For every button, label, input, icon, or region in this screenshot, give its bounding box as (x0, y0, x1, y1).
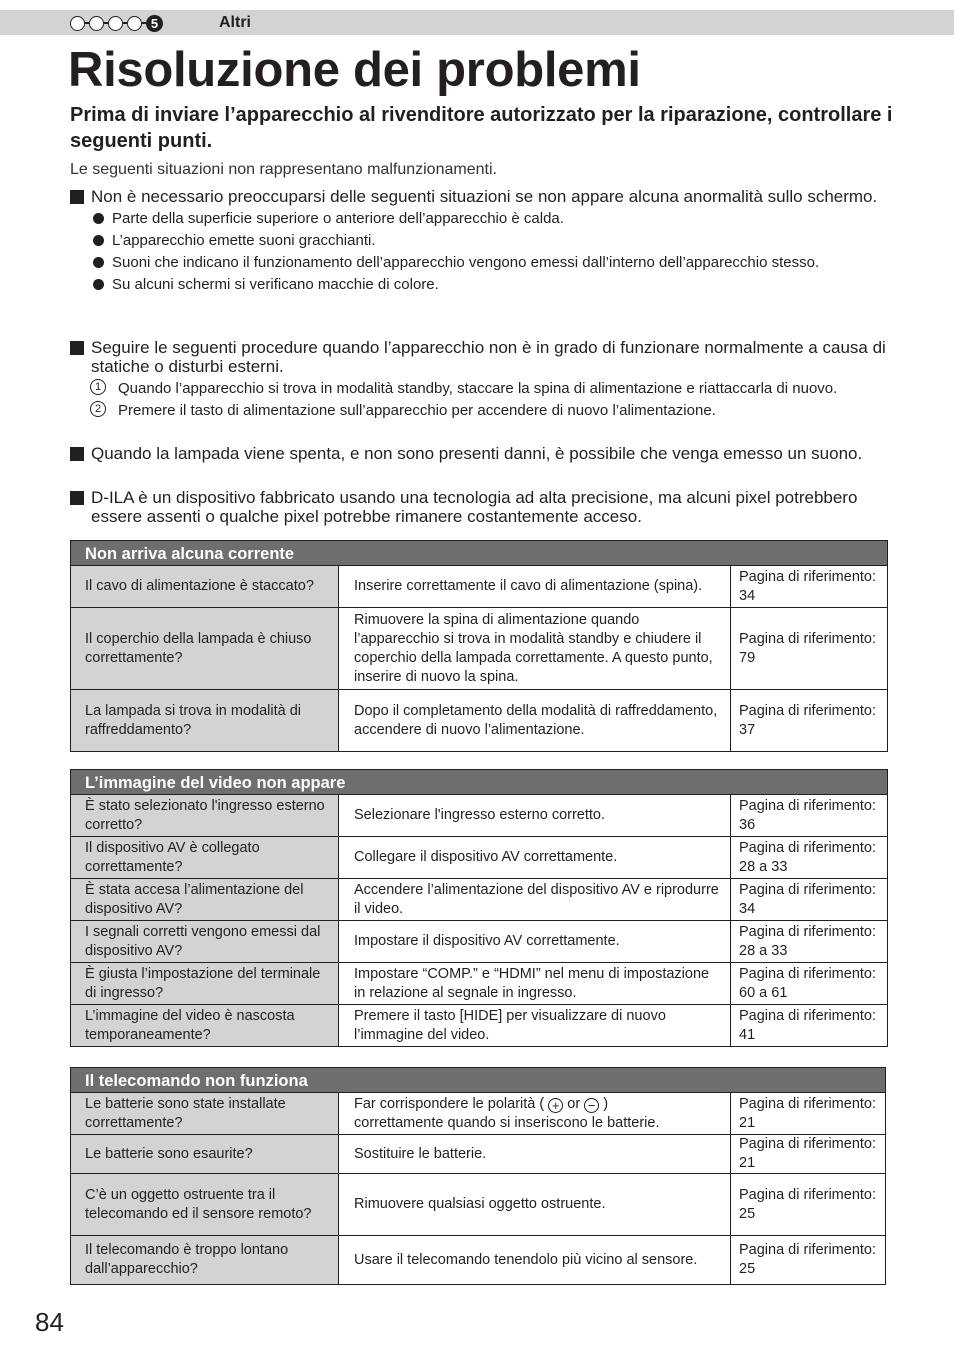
square-bullet-icon (70, 341, 84, 355)
reference-cell: Pagina di riferimento: 34 (731, 879, 888, 921)
problem-cell: Il cavo di alimentazione è staccato? (71, 566, 339, 608)
note-item (70, 444, 900, 463)
problem-cell: I segnali corretti vengono emessi dal dispositivo AV? (71, 921, 339, 963)
reference-cell: Pagina di riferimento: 25 (731, 1236, 886, 1285)
note-item (70, 488, 900, 526)
note-item (70, 338, 900, 376)
reference-cell: Pagina di riferimento: 60 a 61 (731, 963, 888, 1005)
solution-cell: Far corrispondere le polarità ( + or − ) correttamente quando si inseriscono le batterie. (339, 1093, 731, 1135)
step-text: Premere il tasto di alimentazione sull’apparecchio per accendere di nuovo l’alimentazione. (118, 402, 716, 419)
problem-cell: Il coperchio della lampada è chiuso correttamente? (71, 608, 339, 690)
reference-cell: Pagina di riferimento: 21 (731, 1135, 886, 1174)
circled-number-icon: 2 (90, 401, 106, 417)
table-title: Il telecomando non funziona (71, 1068, 886, 1093)
round-bullet-icon (93, 279, 104, 290)
bullet-text: Parte della superficie superiore o anteriore dell’apparecchio è calda. (112, 210, 564, 227)
bullet-item (70, 209, 900, 228)
note-text: Seguire le seguenti procedure quando l’apparecchio non è in grado di funzionare normalmente a causa di statiche o disturbi esterni. (91, 338, 886, 376)
note-text: D-ILA è un dispositivo fabbricato usando una tecnologia ad alta precisione, ma alcuni pixel potrebbero essere assenti o qualche pixel potrebbe rimanere costantemente acceso. (91, 488, 858, 526)
problem-cell: È stata accesa l’alimentazione del dispositivo AV? (71, 879, 339, 921)
step-circle-icon (89, 16, 104, 31)
bullet-item (70, 231, 900, 250)
step-circle-icon (108, 16, 123, 31)
solution-cell: Accendere l’alimentazione del dispositivo AV e riprodurre il video. (339, 879, 731, 921)
table-title: L’immagine del video non appare (71, 770, 888, 795)
step-text: Quando l’apparecchio si trova in modalità standby, staccare la spina di alimentazione e riattaccarla di nuovo. (118, 380, 838, 397)
square-bullet-icon (70, 491, 84, 505)
solution-cell: Rimuovere la spina di alimentazione quando l’apparecchio si trova in modalità standby e chiudere il coperchio della lampada correttamente. A questo punto, inserire di nuovo la spina. (339, 608, 731, 690)
solution-cell: Impostare il dispositivo AV correttamente. (339, 921, 731, 963)
problem-cell: Il dispositivo AV è collegato correttamente? (71, 837, 339, 879)
reference-cell: Pagina di riferimento: 25 (731, 1174, 886, 1236)
problem-cell: C’è un oggetto ostruente tra il telecomando ed il sensore remoto? (71, 1174, 339, 1236)
table-row (71, 921, 888, 963)
table-row (71, 690, 888, 752)
table-row (71, 879, 888, 921)
note-text: Quando la lampada viene spenta, e non sono presenti danni, è possibile che venga emesso un suono. (91, 444, 863, 463)
circled-number-icon: 1 (90, 379, 106, 395)
reference-cell: Pagina di riferimento: 41 (731, 1005, 888, 1047)
solution-cell: Inserire correttamente il cavo di alimentazione (spina). (339, 566, 731, 608)
page-title: Risoluzione dei problemi (68, 43, 641, 97)
solution-cell: Usare il telecomando tenendolo più vicino al sensore. (339, 1236, 731, 1285)
numbered-step (70, 401, 900, 420)
table-row (71, 837, 888, 879)
troubleshoot-table-power (70, 540, 888, 752)
round-bullet-icon (93, 235, 104, 246)
reference-cell: Pagina di riferimento: 21 (731, 1093, 886, 1135)
square-bullet-icon (70, 447, 84, 461)
table-row (71, 608, 888, 690)
reference-cell: Pagina di riferimento: 37 (731, 690, 888, 752)
table-row (71, 1093, 886, 1135)
plus-polarity-icon: + (548, 1098, 563, 1113)
problem-cell: L’immagine del video è nascosta temporaneamente? (71, 1005, 339, 1047)
round-bullet-icon (93, 213, 104, 224)
chapter-step-indicator (70, 13, 163, 33)
table-title: Non arriva alcuna corrente (71, 541, 888, 566)
solution-cell: Dopo il completamento della modalità di raffreddamento, accendere di nuovo l’alimentazione. (339, 690, 731, 752)
troubleshoot-table-video (70, 769, 888, 1047)
table-row (71, 1005, 888, 1047)
current-step-badge: 5 (146, 15, 163, 32)
section-label: Altri (219, 14, 251, 31)
reference-cell: Pagina di riferimento: 34 (731, 566, 888, 608)
bullet-item (70, 253, 900, 272)
step-circle-icon (127, 16, 142, 31)
problem-cell: Le batterie sono state installate correttamente? (71, 1093, 339, 1135)
table-row (71, 566, 888, 608)
bullet-text: L’apparecchio emette suoni gracchianti. (112, 232, 376, 249)
table-row (71, 1174, 886, 1236)
note-block-1 (70, 187, 900, 294)
note-item (70, 187, 900, 206)
problem-cell: È giusta l’impostazione del terminale di ingresso? (71, 963, 339, 1005)
table-row (71, 795, 888, 837)
solution-cell: Rimuovere qualsiasi oggetto ostruente. (339, 1174, 731, 1236)
note-block-4 (70, 488, 900, 526)
table-row (71, 1135, 886, 1174)
round-bullet-icon (93, 257, 104, 268)
reference-cell: Pagina di riferimento: 36 (731, 795, 888, 837)
bullet-text: Suoni che indicano il funzionamento dell’apparecchio vengono emessi dall’interno dell’apparecchio stesso. (112, 254, 820, 271)
problem-cell: È stato selezionato l'ingresso esterno corretto? (71, 795, 339, 837)
intro-text: Le seguenti situazioni non rappresentano malfunzionamenti. (70, 161, 497, 178)
square-bullet-icon (70, 190, 84, 204)
numbered-step (70, 379, 900, 398)
bullet-item (70, 275, 900, 294)
solution-cell: Impostare “COMP.” e “HDMI” nel menu di impostazione in relazione al segnale in ingresso. (339, 963, 731, 1005)
problem-cell: Le batterie sono esaurite? (71, 1135, 339, 1174)
bullet-text: Su alcuni schermi si verificano macchie di colore. (112, 276, 439, 293)
note-block-2 (70, 338, 900, 420)
problem-cell: Il telecomando è troppo lontano dall’apparecchio? (71, 1236, 339, 1285)
reference-cell: Pagina di riferimento: 28 a 33 (731, 921, 888, 963)
solution-cell: Selezionare l'ingresso esterno corretto. (339, 795, 731, 837)
minus-polarity-icon: − (584, 1098, 599, 1113)
step-circle-icon (70, 16, 85, 31)
solution-cell: Sostituire le batterie. (339, 1135, 731, 1174)
table-row (71, 963, 888, 1005)
table-row (71, 1236, 886, 1285)
solution-cell: Premere il tasto [HIDE] per visualizzare di nuovo l’immagine del video. (339, 1005, 731, 1047)
reference-cell: Pagina di riferimento: 79 (731, 608, 888, 690)
page-subtitle: Prima di inviare l’apparecchio al rivenditore autorizzato per la riparazione, controllare i seguenti punti. (70, 104, 893, 152)
solution-cell: Collegare il dispositivo AV correttamente. (339, 837, 731, 879)
page-number: 84 (35, 1307, 64, 1337)
troubleshoot-table-remote (70, 1067, 886, 1285)
note-block-3 (70, 444, 900, 463)
problem-cell: La lampada si trova in modalità di raffreddamento? (71, 690, 339, 752)
reference-cell: Pagina di riferimento: 28 a 33 (731, 837, 888, 879)
note-text: Non è necessario preoccuparsi delle seguenti situazioni se non appare alcuna anormalità sullo schermo. (91, 187, 878, 206)
